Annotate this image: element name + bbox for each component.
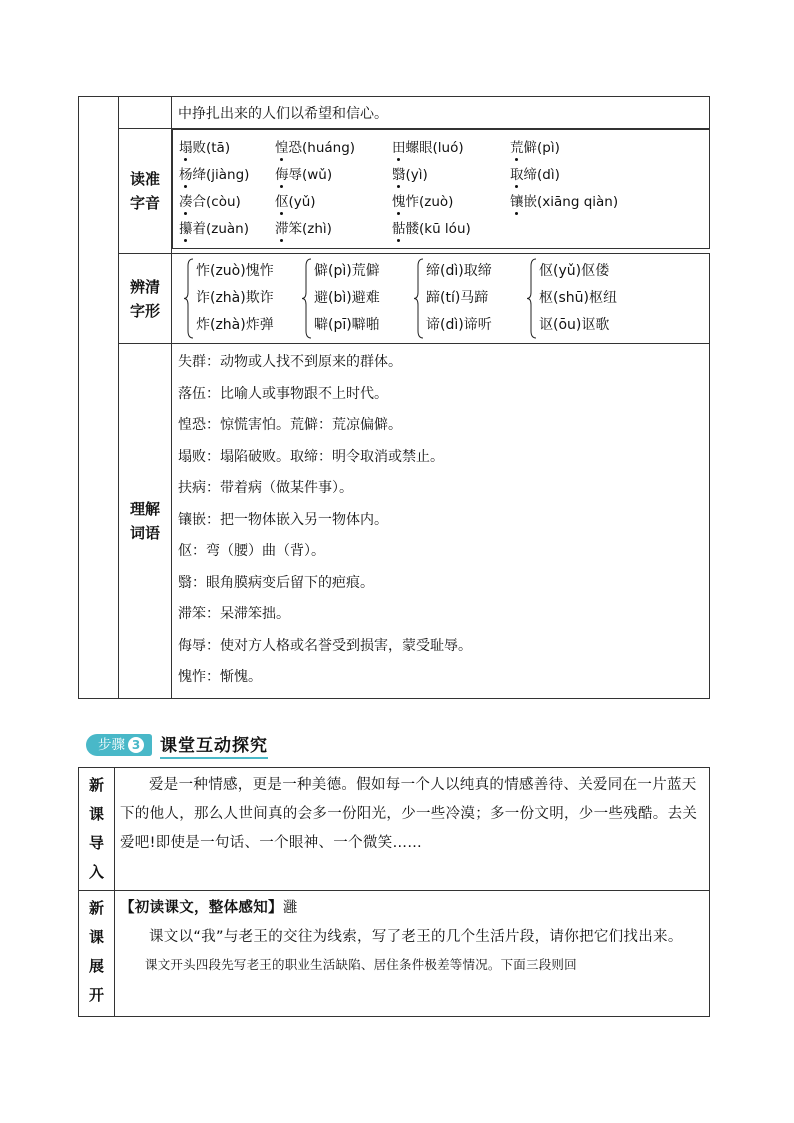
- pinyin-entry: 塌败(tā): [179, 138, 275, 159]
- pinyin-entry: 杨绛(jiàng): [179, 165, 275, 186]
- definition-item: 滞笨：呆滞笨拙。: [178, 606, 290, 622]
- shape-entry: 伛(yǔ)伛偻: [539, 263, 610, 279]
- definition-item: 愧怍：惭愧。: [178, 669, 262, 685]
- shape-group: [302, 258, 414, 339]
- shape-entry: 避(bì)避难: [314, 290, 380, 306]
- read-label: 读准 字音: [119, 129, 172, 254]
- dev-text: 课文以“我”与老王的交往为线索，写了老王的几个生活片段，请你把它们找出来。: [149, 929, 683, 945]
- definition-item: 翳：眼角膜病变后留下的疤痕。: [178, 574, 374, 591]
- word-label: 理解 词语: [119, 344, 172, 699]
- dev-title-tail: 灉: [282, 900, 298, 916]
- dev-handwritten-answer: 课文开头四段先写老王的职业生活缺陷、居住条件极差等情况。下面三段则回: [145, 957, 577, 972]
- dev-label: 新 课 展 开: [79, 891, 115, 1017]
- brace-icon: [302, 258, 312, 339]
- dev-title: 【初读课文，整体感知】: [120, 900, 283, 916]
- pinyin-entry: 镶嵌(xiāng qiàn): [510, 192, 670, 213]
- brace-icon: [414, 258, 424, 339]
- pinyin-entry: 惶恐(huáng): [275, 138, 392, 159]
- pinyin-entry: 取缔(dì): [510, 165, 670, 186]
- intro-text: 爱是一种情感，更是一种美德。假如每一个人以纯真的情感善待、关爱同在一片蓝天下的他人，那么人世间真的会多一份阳光，少一些冷漠；多一份文明，少一些残酷。去关爱吧!即使是一句话、一个眼神、一个微笑……: [115, 768, 710, 891]
- definition-item: 侮辱：使对方人格或名誉受到损害，蒙受耻辱。: [178, 637, 472, 654]
- shape-entry: 炸(zhà)炸弹: [196, 317, 274, 333]
- definition-item: 惶恐：惊慌害怕。荒僻：荒凉偏僻。: [178, 417, 402, 433]
- definition-item: 落伍：比喻人或事物跟不上时代。: [178, 385, 388, 402]
- shape-entry: 枢(shū)枢纽: [539, 290, 617, 306]
- shape-label: 辨清 字形: [119, 254, 172, 344]
- brace-icon: [527, 258, 537, 339]
- definition-item: 失群：动物或人找不到原来的群体。: [178, 354, 402, 370]
- vocabulary-table: [78, 96, 710, 699]
- shape-group: [527, 258, 647, 339]
- definition-item: 塌败：塌陷破败。取缔：明令取消或禁止。: [178, 448, 444, 465]
- definition-item: 扶病：带着病（做某件事）。: [178, 480, 353, 496]
- pinyin-entry: 翳(yì): [392, 165, 510, 186]
- pinyin-entry: [510, 219, 670, 240]
- step-title: 课堂互动探究: [160, 731, 268, 759]
- dev-heading: [120, 894, 703, 923]
- pinyin-entry: 侮辱(wǔ): [275, 165, 392, 186]
- pinyin-entry: 伛(yǔ): [275, 192, 392, 213]
- pinyin-entry: 愧怍(zuò): [392, 192, 510, 213]
- shape-entry: 僻(pì)荒僻: [314, 263, 380, 279]
- continued-text: 中挣扎出来的人们以希望和信心。: [172, 97, 710, 129]
- step-label: 步骤: [98, 737, 125, 753]
- definitions-list: [172, 344, 710, 699]
- step-header: [86, 733, 268, 757]
- shape-entry: 噼(pī)噼啪: [314, 317, 380, 333]
- shape-groups-cell: [172, 254, 710, 344]
- definition-item: 镶嵌：把一物体嵌入另一物体内。: [178, 511, 388, 528]
- shape-entry: 缔(dì)取缔: [426, 263, 492, 279]
- shape-entry: 讴(ōu)讴歌: [539, 317, 610, 333]
- step-badge: [86, 734, 152, 756]
- shape-entry: 怍(zuò)愧怍: [196, 263, 274, 279]
- shape-entry: 谛(dì)谛听: [426, 317, 492, 333]
- outer-blank-cell: [79, 97, 119, 699]
- pinyin-entry: 凑合(còu): [179, 192, 275, 213]
- pinyin-entry: 骷髅(kū lóu): [392, 219, 510, 240]
- pinyin-entry: 田螺眼(luó): [392, 138, 510, 159]
- shape-entry: 诈(zhà)欺诈: [196, 290, 274, 306]
- brace-icon: [184, 258, 194, 339]
- pinyin-grid: [172, 129, 710, 249]
- dev-content: [115, 891, 710, 1017]
- shape-group: [414, 258, 527, 339]
- shape-group: [184, 258, 302, 339]
- pinyin-entry: 攥着(zuàn): [179, 219, 275, 240]
- blank-label-cell: [119, 97, 172, 129]
- lesson-table: [78, 767, 710, 1017]
- pinyin-entry: 荒僻(pì): [510, 138, 670, 159]
- shape-entry: 蹄(tí)马蹄: [426, 290, 489, 306]
- step-number: 3: [128, 737, 144, 753]
- definition-item: 伛：弯（腰）曲（背）。: [178, 543, 325, 559]
- pinyin-entry: 滞笨(zhì): [275, 219, 392, 240]
- intro-label: 新 课 导 入: [79, 768, 115, 891]
- shape-groups: [172, 254, 709, 343]
